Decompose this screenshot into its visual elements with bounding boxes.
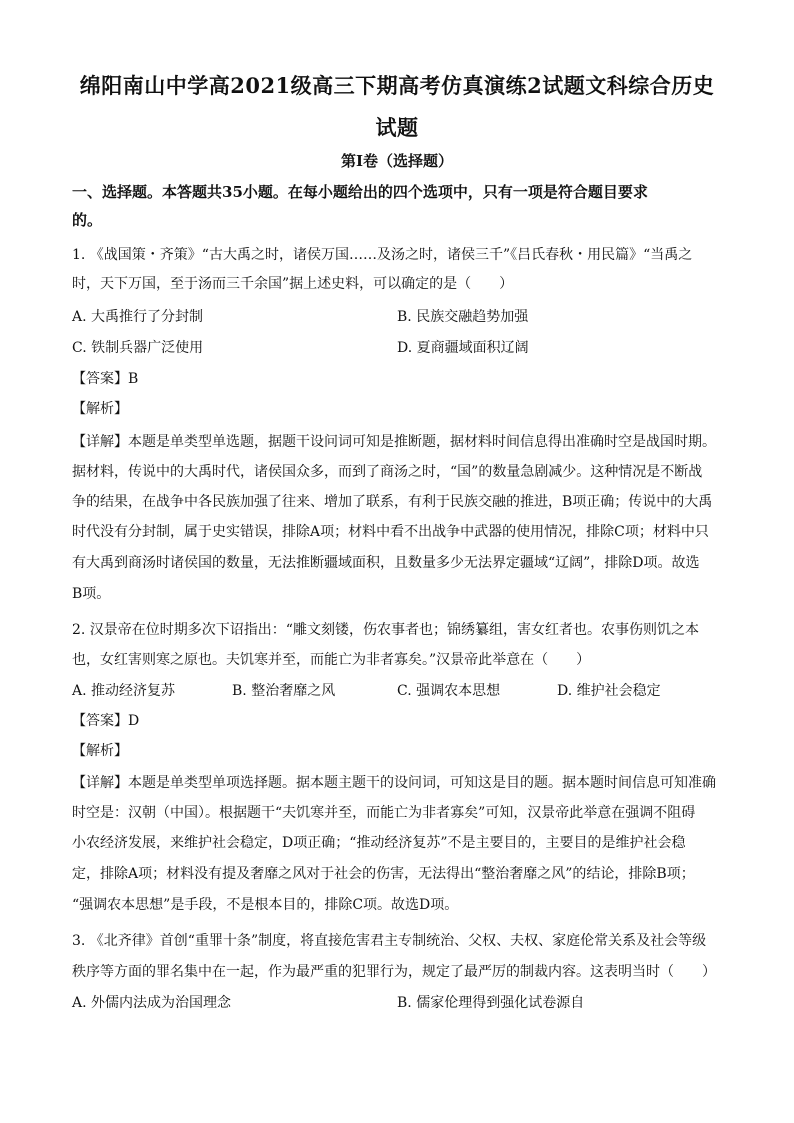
q1-answer-tag: 【答案】 xyxy=(72,371,128,387)
q3-option-b: B. 儒家伦理得到强化试卷源自 xyxy=(397,995,585,1011)
document-title-line2: 试题 xyxy=(375,115,419,140)
q2-option-a: A. 推动经济复苏 xyxy=(72,683,176,699)
q1-stem-line2: 时，天下万国，至于汤而三千余国”据上述史料，可以确定的是（ ） xyxy=(72,276,514,292)
q2-detail-line: 定，排除A项；材料没有提及奢靡之风对于社会的伤害，无法得出“整治奢靡之风”的结论，排除B项； xyxy=(72,866,695,882)
q2-analysis-tag: 【解析】 xyxy=(72,743,128,759)
q2-option-c: C. 强调农本思想 xyxy=(397,683,501,699)
q2-detail-line: 时空是：汉朝（中国）。根据题干“夫饥寒并至，而能亡为非者寡矣”可知，汉景帝此举意在强调不阻碍 xyxy=(72,805,696,821)
q1-detail-line: 有大禹到商汤时诸侯国的数量，无法推断疆域面积，且数量多少无法界定疆域“辽阔”，排除D项。故选 xyxy=(72,555,700,571)
q1-answer xyxy=(72,369,138,389)
q2-answer-value: D xyxy=(128,713,140,729)
q2-stem-line2: 也，女红害则寒之原也。夫饥寒并至，而能亡为非者寡矣。”汉景帝此举意在（ ） xyxy=(72,652,591,668)
section-heading: 第Ⅰ卷（选择题） xyxy=(340,152,454,170)
q1-detail-line: 时代没有分封制，属于史实错误，排除A项；材料中看不出战争中武器的使用情况，排除C项；材料中只 xyxy=(72,524,709,540)
instruction-line2: 的。 xyxy=(72,211,103,229)
q2-answer-tag: 【答案】 xyxy=(72,713,128,729)
q1-option-a: A. 大禹推行了分封制 xyxy=(72,309,204,325)
q2-detail-line: 小农经济发展，来维护社会稳定，D项正确；“推动经济复苏”不是主要目的，主要目的是维护社会稳 xyxy=(72,835,686,851)
q1-stem-line1: 1. 《战国策・齐策》“古大禹之时，诸侯万国……及汤之时，诸侯三千”《吕氏春秋・用民篇》“当禹之 xyxy=(72,247,693,263)
q3-option-a: A. 外儒内法成为治国理念 xyxy=(72,995,232,1011)
q2-stem-line1: 2. 汉景帝在位时期多次下诏指出：“雕文刻镂，伤农事者也；锦绣纂组，害女红者也。农事伤则饥之本 xyxy=(72,622,699,638)
q3-stem-line2: 秩序等方面的罪名集中在一起，作为最严重的犯罪行为，规定了最严厉的制裁内容。这表明当时（ ） xyxy=(72,964,716,980)
q2-detail-line: 【详解】本题是单类型单项选择题。据本题主题干的设问词，可知这是目的题。据本题时间信息可知准确 xyxy=(72,775,716,791)
q1-option-c: C. 铁制兵器广泛使用 xyxy=(72,340,204,356)
q1-detail-line: 据材料，传说中的大禹时代，诸侯国众多，而到了商汤之时，“国”的数量急剧减少。这种情况是不断战 xyxy=(72,464,703,480)
q3-stem-line1: 3. 《北齐律》首创“重罪十条”制度，将直接危害君主专制统治、父权、夫权、家庭伦常关系及社会等级 xyxy=(72,933,707,949)
document-title-line1: 绵阳南山中学高2021级高三下期高考仿真演练2试题文科综合历史 xyxy=(79,73,715,98)
q1-analysis-tag: 【解析】 xyxy=(72,401,128,417)
q1-detail-line: 争的结果，在战争中各民族加强了往来、增加了联系，有利于民族交融的推进，B项正确；传说中的大禹 xyxy=(72,494,713,510)
q2-detail-line: “强调农本思想”是手段，不是根本目的，排除C项。故选D项。 xyxy=(72,897,459,913)
q1-option-d: D. 夏商疆域面积辽阔 xyxy=(397,340,529,356)
q1-detail-line: 【详解】本题是单类型单选题，据题干设问词可知是推断题，据材料时间信息得出准确时空是战国时期。 xyxy=(72,434,716,450)
q1-detail-line: B项。 xyxy=(72,586,111,602)
q2-option-d: D. 维护社会稳定 xyxy=(557,683,661,699)
instruction-line1: 一、选择题。本答题共35小题。在每小题给出的四个选项中，只有一项是符合题目要求 xyxy=(72,183,648,201)
q1-answer-value: B xyxy=(128,371,139,387)
q1-option-b: B. 民族交融趋势加强 xyxy=(397,309,529,325)
q2-option-b: B. 整治奢靡之风 xyxy=(232,683,336,699)
q2-answer xyxy=(72,711,139,731)
